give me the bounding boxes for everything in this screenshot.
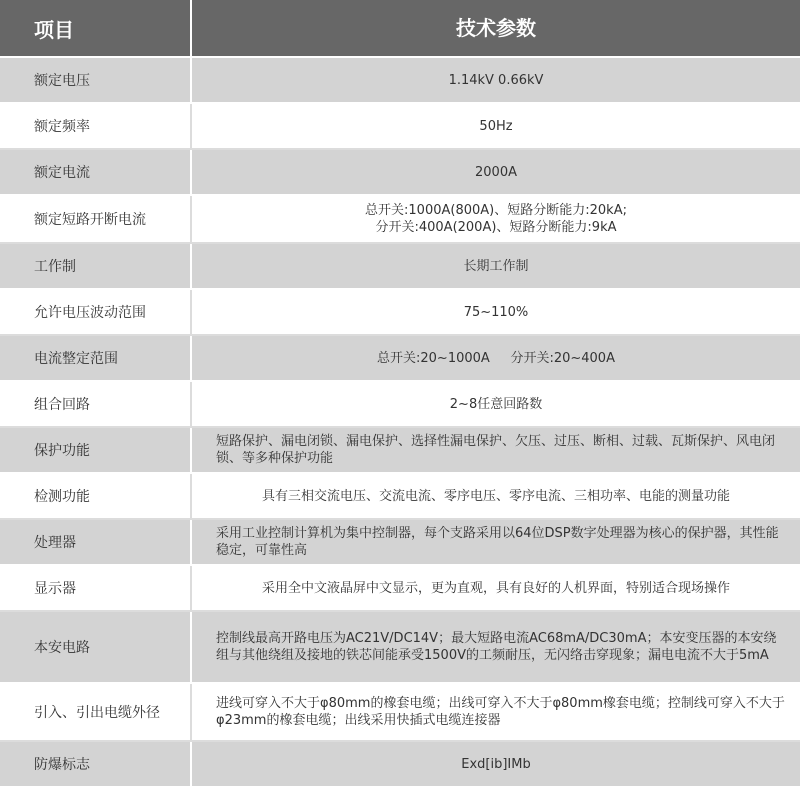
table-row bbox=[0, 244, 800, 290]
row-value: 长期工作制 bbox=[463, 258, 529, 274]
row-label: 允许电压波动范围 bbox=[0, 290, 192, 334]
row-value: 具有三相交流电压、交流电流、零序电压、零序电流、三相功率、电能的测量功能 bbox=[261, 488, 730, 504]
header-spec: 技术参数 bbox=[456, 15, 536, 40]
row-value: 2000A bbox=[475, 164, 517, 180]
row-label: 防爆标志 bbox=[0, 742, 192, 786]
row-label: 检测功能 bbox=[0, 474, 192, 518]
row-label: 额定短路开断电流 bbox=[0, 196, 192, 242]
table-row bbox=[0, 520, 800, 566]
row-label: 电流整定范围 bbox=[0, 336, 192, 380]
row-value: Exd[ib]IMb bbox=[461, 756, 531, 772]
row-value: 短路保护、漏电闭锁、漏电保护、选择性漏电保护、欠压、过压、断相、过载、瓦斯保护、风电闭锁、等多种保护功能 bbox=[216, 434, 776, 466]
table-row bbox=[0, 428, 800, 474]
row-value: 控制线最高开路电压为AC21V/DC14V；最大短路电流AC68mA/DC30mA；本安变压器的本安绕组与其他绕组及接地的铁芯间能承受1500V的工频耐压，无闪络击穿现象；漏电电流不大于5mA bbox=[216, 631, 777, 663]
row-label: 本安电路 bbox=[0, 612, 192, 682]
row-value: 采用工业控制计算机为集中控制器，每个支路采用以64位DSP数字处理器为核心的保护器，其性能稳定，可靠性高 bbox=[216, 526, 779, 558]
row-value: 总开关:20~1000A 分开关:20~400A bbox=[377, 350, 615, 366]
table-row bbox=[0, 336, 800, 382]
table-header bbox=[0, 0, 800, 58]
row-value: 进线可穿入不大于φ80mm的橡套电缆；出线可穿入不大于φ80mm橡套电缆；控制线可穿入不大于φ23mm的橡套电缆；出线采用快插式电缆连接器 bbox=[216, 696, 785, 728]
table-row bbox=[0, 150, 800, 196]
header-item: 项目 bbox=[0, 0, 192, 56]
table-row bbox=[0, 474, 800, 520]
row-value: 1.14kV 0.66kV bbox=[448, 72, 544, 88]
row-label: 额定频率 bbox=[0, 104, 192, 148]
row-label: 工作制 bbox=[0, 244, 192, 288]
table-row bbox=[0, 58, 800, 104]
table-row bbox=[0, 612, 800, 684]
table-row bbox=[0, 196, 800, 244]
table-row bbox=[0, 382, 800, 428]
row-value: 总开关:1000A(800A)、短路分断能力:20kA; 分开关:400A(200A)、短路分断能力:9kA bbox=[365, 203, 627, 235]
row-label: 显示器 bbox=[0, 566, 192, 610]
table-row bbox=[0, 742, 800, 788]
row-value: 75~110% bbox=[463, 304, 529, 320]
row-value: 采用全中文液晶屏中文显示，更为直观，具有良好的人机界面，特别适合现场操作 bbox=[261, 580, 730, 596]
row-label: 保护功能 bbox=[0, 428, 192, 472]
row-label: 额定电压 bbox=[0, 58, 192, 102]
table-row bbox=[0, 104, 800, 150]
row-label: 处理器 bbox=[0, 520, 192, 564]
row-label: 额定电流 bbox=[0, 150, 192, 194]
table-row bbox=[0, 290, 800, 336]
row-label: 组合回路 bbox=[0, 382, 192, 426]
row-value: 2~8任意回路数 bbox=[449, 396, 543, 412]
row-value: 50Hz bbox=[479, 118, 513, 134]
row-label: 引入、引出电缆外径 bbox=[0, 684, 192, 740]
table-row bbox=[0, 684, 800, 742]
table-row bbox=[0, 566, 800, 612]
